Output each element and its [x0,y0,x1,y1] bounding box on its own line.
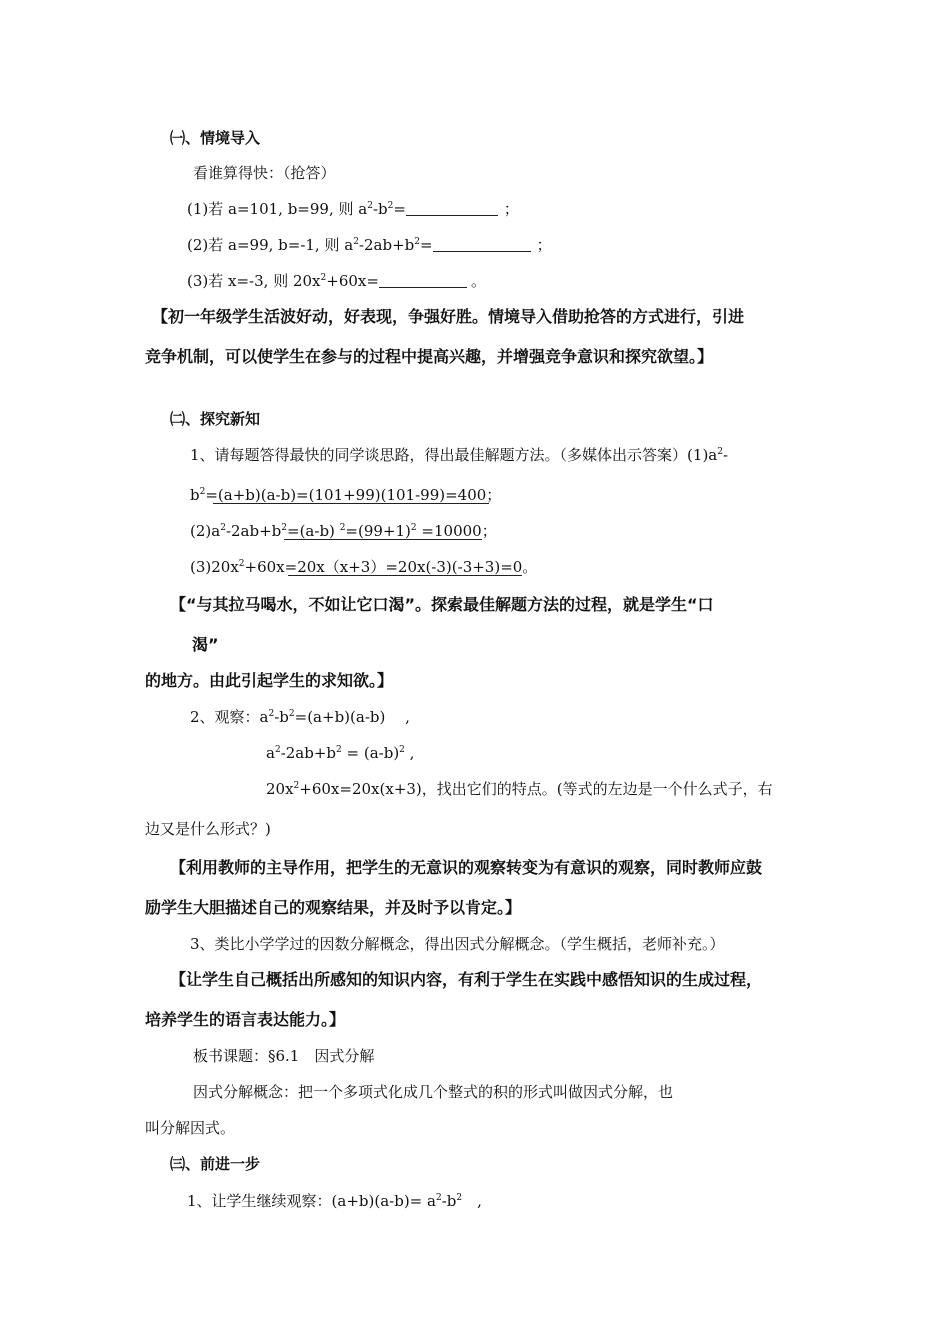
concept-line-2: 叫分解因式。 [145,1119,236,1137]
concept-line-1: 因式分解概念：把一个多项式化成几个整式的积的形式叫做因式分解，也 [193,1083,674,1101]
answer-2: (a-b) $^2=(99+1)^2 =10000$； [299,522,497,540]
board-title: 板书课题：§6.1 因式分解 [193,1047,375,1065]
note-1-line-1: 【初一年级学生活波好动，好表现，争强好胜。情境导入借助抢答的方式进行，引进 [152,307,745,326]
question-2: (2)若 a=99, b=-1, 则 $a^2-2ab+b^2=$ ； [187,236,552,254]
note-2-line-1: 【“与其拉马喝水，不如让它口渴”。探索最佳解题方法的过程，就是学生“口 [170,595,714,614]
section-title-1: ㈠、情境导入 [170,129,261,147]
answer-1: (a+b)(a-b)=(101+99)(101-99)=400； [217,486,502,504]
explore-line-1: 1、请每题答得最快的同学谈思路，得出最佳解题方法。（多媒体出示答案）$(1)a^2-$ [190,446,729,464]
explore-line-2: $b^2=(a+b)(a-b)=(101+99)(101-99)=400$； [190,486,502,504]
note-2-line-2: 渴” [192,635,219,654]
note-4-line-1: 【让学生自己概括出所感知的知识内容，有利于学生在实践中感悟知识的生成过程， [170,970,763,989]
explore-line-4: $(3)20x^2+60x=20x(x+3)=20x(-3)(-3+3)=0$。 [190,558,538,576]
note-3-line-2: 励学生大胆描述自己的观察结果，并及时予以肯定。】 [145,898,522,917]
answer-3: 20x（x+3）=20x(-3)(-3+3)=0。 [297,558,538,576]
answer-blank-3 [379,273,467,288]
section-title-3: ㈢、前进一步 [170,1155,261,1173]
observe-line-2: $a^2-2ab+b^2 = (a-b)^2$ , [266,744,415,762]
answer-blank-1 [406,201,498,216]
note-1-line-2: 竞争机制，可以使学生在参与的过程中提高兴趣，并增强竞争意识和探究欲望。】 [145,347,714,366]
note-2-line-3: 的地方。由此引起学生的求知欲。】 [145,671,394,690]
answer-underline-1 [213,503,489,504]
intro-text: 看谁算得快：（抢答） [193,164,336,182]
question-1: (1)若 a=101, b=99, 则 $a^2-b^2=$ ； [187,200,519,218]
answer-blank-2 [433,237,531,252]
explore-line-3: $(2)a^2-2ab+b^2=(a-b)$ $^2=(99+1)^2 =10000$； [190,522,497,540]
note-3-line-1: 【利用教师的主导作用，把学生的无意识的观察转变为有意识的观察，同时教师应鼓 [170,858,763,877]
question-3: (3)若 x=-3, 则 $20x^2+60x=$ 。 [187,272,486,290]
answer-underline-3 [288,575,522,576]
observe-line-1: 2、观察：$a^2-b^2=(a+b)(a-b)$ , [190,708,410,726]
analogy-text: 3、类比小学学过的因数分解概念，得出因式分解概念。（学生概括，老师补充。） [190,935,725,953]
section-title-2: ㈡、探究新知 [170,410,261,428]
observe-line-3: $20x^2+60x=20x(x+3)$，找出它们的特点。(等式的左边是一个什么式子，右 [266,780,773,798]
continue-observe-line: 1、让学生继续观察：$(a+b)(a-b)= a^2-b^2$ , [187,1192,482,1210]
note-4-line-2: 培养学生的语言表达能力。】 [145,1010,346,1029]
observe-line-4: 边又是什么形式？) [145,820,271,838]
answer-underline-2 [284,539,482,540]
